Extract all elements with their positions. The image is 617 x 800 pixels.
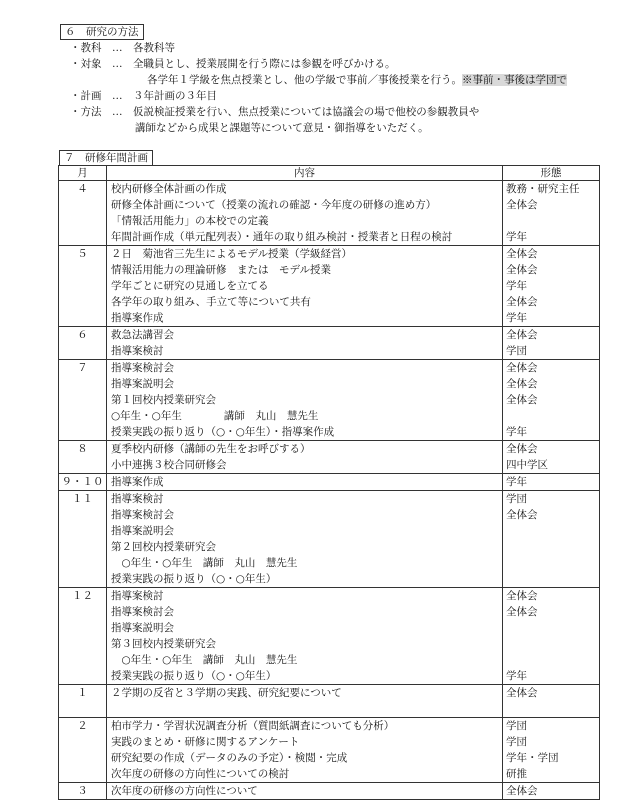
form-line: 全体会 <box>506 394 538 406</box>
method-plan-line: ・計画 … ３年計画の３年目 <box>70 90 217 102</box>
form-line: 全体会 <box>506 590 538 602</box>
form-line: 全体会 <box>506 687 538 699</box>
content-line: 指導案作成 <box>111 476 164 488</box>
month-label: ７ <box>77 362 88 374</box>
month-cell <box>59 327 107 360</box>
content-cell <box>107 685 503 718</box>
form-line: 教務・研究主任 <box>506 183 580 195</box>
content-line <box>107 701 502 717</box>
method-target-line-2 <box>147 73 567 87</box>
table-row <box>59 718 600 783</box>
content-line: 第２回校内授業研究会 <box>111 541 216 553</box>
content-line: 授業実践の振り返り（○・○年生） <box>111 670 277 682</box>
form-cell <box>503 441 600 474</box>
form-line: 学年 <box>506 231 527 243</box>
content-line: 指導案説明会 <box>111 525 174 537</box>
month-label: １１ <box>72 493 93 505</box>
form-line: 全体会 <box>506 362 538 374</box>
header-content: 内容 <box>107 166 503 181</box>
content-line: 指導案検討会 <box>111 509 174 521</box>
form-line: 研推 <box>506 768 527 780</box>
content-cell <box>107 441 503 474</box>
table-row <box>59 491 600 588</box>
month-label: ６ <box>77 329 88 341</box>
content-line: 指導案検討会 <box>111 362 174 374</box>
content-line: 救急法講習会 <box>111 329 174 341</box>
form-line: 学団 <box>506 736 527 748</box>
content-cell <box>107 246 503 327</box>
content-cell <box>107 360 503 441</box>
content-line: ２日 菊池省三先生によるモデル授業（学級経営） <box>111 248 352 260</box>
form-cell <box>503 474 600 491</box>
content-line: 次年度の研修の方向性についての検討 <box>111 768 290 780</box>
content-line: 実践のまとめ・研修に関するアンケート <box>111 736 300 748</box>
content-line: 指導案検討 <box>111 590 164 602</box>
form-line: 学年 <box>506 312 527 324</box>
form-line: 学年・学団 <box>506 752 559 764</box>
form-line <box>503 620 599 636</box>
form-line: 全体会 <box>506 329 538 341</box>
header-form: 形態 <box>503 166 600 181</box>
table-row <box>59 441 600 474</box>
content-line: 第１回校内授業研究会 <box>111 394 216 406</box>
month-label: ８ <box>77 443 88 455</box>
form-line <box>503 701 599 717</box>
form-line: 全体会 <box>506 785 538 797</box>
form-cell <box>503 491 600 588</box>
content-line: 授業実践の振り返り（○・○年生）・指導案作成 <box>111 426 335 438</box>
method-approach-line-2: 講師などから成果と課題等について意見・御指導をいただく。 <box>135 122 429 134</box>
content-cell <box>107 718 503 783</box>
content-cell <box>107 474 503 491</box>
method-target-line: ・対象 … 全職員とし、授業展開を行う際には参観を呼びかける。 <box>70 58 396 70</box>
content-line: ○年生・○年生 講師 丸山 慧先生 <box>111 654 298 666</box>
form-line <box>503 555 599 571</box>
month-label: ３ <box>77 785 88 797</box>
form-line: 全体会 <box>506 296 538 308</box>
form-cell <box>503 181 600 246</box>
form-line <box>503 213 599 229</box>
content-line: 小中連携３校合同研修会 <box>111 459 227 471</box>
month-cell <box>59 491 107 588</box>
form-line: 全体会 <box>506 248 538 260</box>
content-line: 校内研修全体計画の作成 <box>111 183 227 195</box>
table-row <box>59 474 600 491</box>
annual-plan-table <box>58 165 600 800</box>
content-line: ２学期の反省と３学期の実践、研究紀要について <box>111 687 342 699</box>
content-line: 指導案検討会 <box>111 606 174 618</box>
form-cell <box>503 327 600 360</box>
method-target-text: 各学年１学級を焦点授業とし、他の学級で事前／事後授業を行う。 <box>147 74 462 86</box>
content-line: ○年生・○年生 講師 丸山 慧先生 <box>111 410 319 422</box>
month-cell <box>59 783 107 800</box>
form-cell <box>503 783 600 800</box>
form-line <box>503 523 599 539</box>
form-cell <box>503 360 600 441</box>
form-line: 学年 <box>506 476 527 488</box>
content-line: 年間計画作成（単元配列表）・通年の取り組み検討・授業者と日程の検討 <box>111 231 453 243</box>
content-line: 授業実践の振り返り（○・○年生） <box>111 573 277 585</box>
month-cell <box>59 718 107 783</box>
form-line: 全体会 <box>506 509 538 521</box>
content-line: 情報活用能力の理論研修 または モデル授業 <box>111 264 331 276</box>
month-label: １ <box>77 687 88 699</box>
table-header-row <box>59 166 600 181</box>
content-line: 指導案作成 <box>111 312 164 324</box>
content-line: 学年ごとに研究の見通しを立てる <box>111 280 269 292</box>
section-6-heading: ６ 研究の方法 <box>60 24 144 40</box>
month-cell <box>59 246 107 327</box>
form-cell <box>503 685 600 718</box>
highlight-note: ※事前・事後は学団で <box>462 74 567 86</box>
content-line: 次年度の研修の方向性について <box>111 785 258 797</box>
form-line: 学年 <box>506 426 527 438</box>
content-line: 研究紀要の作成（データのみの予定）・検閲・完成 <box>111 752 348 764</box>
method-subject-line: ・教科 … 各教科等 <box>70 42 175 54</box>
method-approach-line: ・方法 … 仮説検証授業を行い、焦点授業については協議会の場で他校の参観教員や <box>70 106 480 118</box>
content-cell <box>107 181 503 246</box>
form-line <box>503 408 599 424</box>
content-cell <box>107 491 503 588</box>
form-line: 学団 <box>506 493 527 505</box>
table-row <box>59 588 600 685</box>
content-cell <box>107 327 503 360</box>
month-label: ５ <box>77 248 88 260</box>
form-line: 全体会 <box>506 443 538 455</box>
content-line: 夏季校内研修（講師の先生をお呼びする） <box>111 443 311 455</box>
form-line: 全体会 <box>506 264 538 276</box>
form-line <box>503 539 599 555</box>
month-cell <box>59 441 107 474</box>
content-line: 指導案説明会 <box>111 622 174 634</box>
form-line: 四中学区 <box>506 459 548 471</box>
form-line <box>503 636 599 652</box>
month-cell <box>59 685 107 718</box>
section-7-heading: ７ 研修年間計画 <box>59 150 153 166</box>
content-line: 指導案説明会 <box>111 378 174 390</box>
table-row <box>59 246 600 327</box>
header-month: 月 <box>59 166 107 181</box>
table-row <box>59 783 600 800</box>
form-line: 全体会 <box>506 378 538 390</box>
content-line: 研修全体計画について（授業の流れの確認・今年度の研修の進め方） <box>111 199 437 211</box>
form-line: 全体会 <box>506 199 538 211</box>
form-line <box>503 571 599 587</box>
table-row <box>59 181 600 246</box>
form-cell <box>503 588 600 685</box>
month-label: ９・１０ <box>61 476 104 488</box>
month-cell <box>59 474 107 491</box>
form-line: 全体会 <box>506 606 538 618</box>
form-line: 学団 <box>506 345 527 357</box>
table-row <box>59 360 600 441</box>
content-line: ○年生・○年生 講師 丸山 慧先生 <box>111 557 298 569</box>
month-label: ４ <box>77 183 88 195</box>
form-cell <box>503 246 600 327</box>
month-cell <box>59 181 107 246</box>
section-6 <box>60 24 600 40</box>
table-row <box>59 327 600 360</box>
content-line: 第３回校内授業研究会 <box>111 638 216 650</box>
table-row <box>59 685 600 718</box>
content-line: 各学年の取り組み、手立て等について共有 <box>111 296 311 308</box>
form-line: 学年 <box>506 280 527 292</box>
content-line: 「情報活用能力」の本校での定義 <box>111 215 269 227</box>
content-line: 指導案検討 <box>111 345 164 357</box>
content-cell <box>107 588 503 685</box>
content-line: 指導案検討 <box>111 493 164 505</box>
content-cell <box>107 783 503 800</box>
form-line: 学団 <box>506 720 527 732</box>
section-7 <box>59 150 153 166</box>
month-label: ２ <box>77 720 88 732</box>
month-cell <box>59 360 107 441</box>
month-cell <box>59 588 107 685</box>
form-cell <box>503 718 600 783</box>
form-line <box>503 652 599 668</box>
month-label: １２ <box>72 590 93 602</box>
form-line: 学年 <box>506 670 527 682</box>
content-line: 柏市学力・学習状況調査分析（質問紙調査についても分析） <box>111 720 395 732</box>
